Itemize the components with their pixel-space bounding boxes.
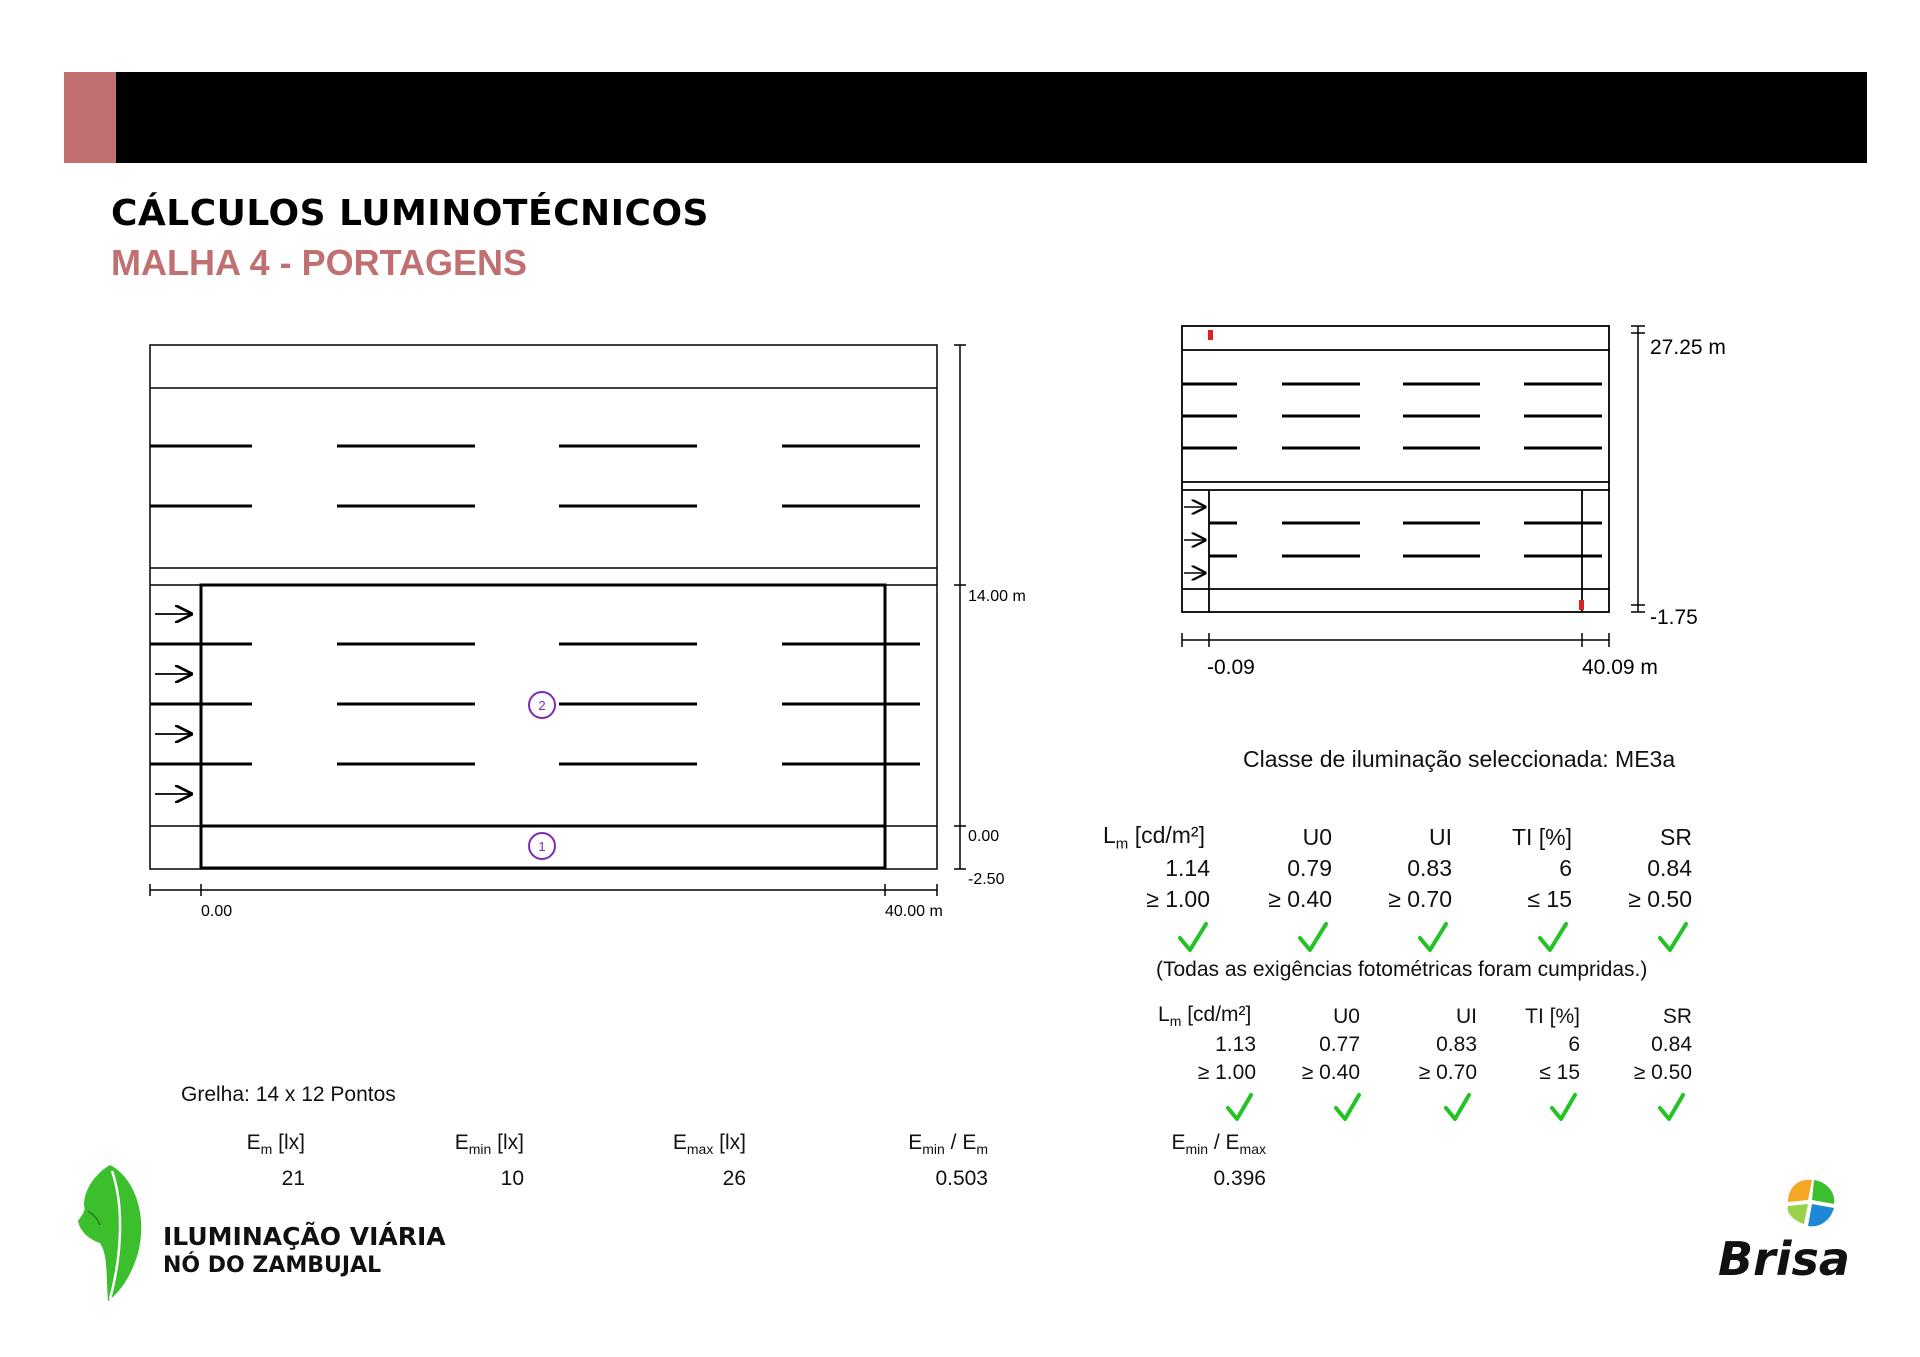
stat-emin: $E_{min}$ [lx] 10	[324, 1128, 524, 1194]
page-title: CÁLCULOS LUMINOTÉCNICOS	[111, 193, 709, 234]
checkmark-icon	[1300, 924, 1326, 950]
checkmark-icon	[1180, 924, 1206, 950]
table2-header-u0: U0	[1333, 1005, 1360, 1028]
lighting-class: Classe de iluminação seleccionada: ME3a	[1243, 746, 1676, 772]
table1-req-ti: ≤ 15	[1527, 886, 1572, 912]
table2-req-u0: ≥ 0.40	[1301, 1061, 1360, 1084]
stat-emax-value: 26	[722, 1167, 746, 1191]
left-dim-bottom: -2.50	[968, 871, 1005, 888]
right-road-plan	[1182, 326, 1726, 679]
checkmark-icon	[1660, 924, 1686, 950]
stat-emin-emax: $E_{min} / E_{max}$ 0.396	[1066, 1128, 1266, 1194]
stat-emin-em-value: 0.503	[935, 1167, 988, 1191]
checkmark-icon	[1446, 1095, 1469, 1119]
right-dim-top: 27.25 m	[1650, 336, 1726, 359]
checkmark-icon	[1660, 1095, 1683, 1119]
table2-value-u0: 0.77	[1319, 1033, 1360, 1056]
luminaire-marker	[1579, 600, 1584, 610]
checkmark-icon	[1228, 1095, 1251, 1119]
table1-value-ti: 6	[1559, 855, 1572, 881]
table1-req-lm: ≥ 1.00	[1146, 886, 1210, 912]
table2-value-lm: 1.13	[1215, 1033, 1256, 1056]
marker-1-label: 1	[538, 839, 546, 854]
checkmark-icon	[1552, 1095, 1575, 1119]
table1-header-ti: TI [%]	[1511, 824, 1572, 850]
left-dim-mid: 0.00	[968, 828, 1000, 845]
table1-req-ui: ≥ 0.70	[1388, 886, 1452, 912]
footer-line-2: NÓ DO ZAMBUJAL	[163, 1253, 382, 1278]
table2-value-ui: 0.83	[1436, 1033, 1477, 1056]
table1-header-ui: UI	[1429, 824, 1452, 850]
right-dim-bottom: -1.75	[1650, 606, 1698, 629]
table1-header-sr: SR	[1660, 824, 1692, 850]
stat-em-value: 21	[281, 1167, 305, 1191]
table2-req-lm: ≥ 1.00	[1197, 1061, 1256, 1084]
table1-header-u0: U0	[1302, 824, 1332, 850]
table1-value-sr: 0.84	[1647, 855, 1692, 881]
table2-check-row	[1220, 1090, 1690, 1126]
marker-2-label: 2	[538, 698, 546, 713]
stat-em: $E_m$ [lx] 21	[105, 1128, 305, 1194]
left-x-end: 40.00 m	[885, 903, 943, 920]
leaf-logo-icon	[72, 1155, 148, 1305]
stat-emin-em: $E_{min} / E_m$ 0.503	[788, 1128, 988, 1194]
table2-req-ti: ≤ 15	[1539, 1061, 1580, 1084]
brisa-logo-icon	[1780, 1172, 1840, 1232]
stat-emin-emax-value: 0.396	[1213, 1167, 1266, 1191]
right-x-end: 40.09 m	[1582, 656, 1658, 679]
table1-value-lm: 1.14	[1165, 855, 1210, 881]
table1-header-lm: $L_m$ [cd/m²]	[1103, 822, 1205, 853]
table1-req-sr: ≥ 0.50	[1628, 886, 1692, 912]
left-road-plan	[150, 345, 1026, 920]
right-x-start: -0.09	[1207, 656, 1255, 679]
table1-req-u0: ≥ 0.40	[1268, 886, 1332, 912]
table2-header-sr: SR	[1662, 1005, 1692, 1028]
stat-emin-value: 10	[500, 1167, 524, 1191]
table2-req-sr: ≥ 0.50	[1633, 1061, 1692, 1084]
luminaire-marker	[1208, 330, 1213, 340]
page-subtitle: MALHA 4 - PORTAGENS	[111, 242, 528, 283]
table1-value-u0: 0.79	[1287, 855, 1332, 881]
left-x-start: 0.00	[201, 903, 233, 920]
grid-label: Grelha: 14 x 12 Pontos	[181, 1083, 396, 1106]
checkmark-icon	[1420, 924, 1446, 950]
table1-check-row	[1170, 918, 1710, 958]
table2-header-ui: UI	[1456, 1005, 1477, 1028]
compliance-note: (Todas as exigências fotométricas foram cumpridas.)	[1156, 958, 1648, 981]
checkmark-icon	[1336, 1095, 1359, 1119]
brand-name: Brisa	[1718, 1232, 1850, 1286]
footer-line-1: ILUMINAÇÃO VIÁRIA	[163, 1222, 446, 1251]
table2-req-ui: ≥ 0.70	[1418, 1061, 1477, 1084]
table2-header-ti: TI [%]	[1525, 1005, 1580, 1028]
table2-header-lm: $L_m$ [cd/m²]	[1158, 1003, 1252, 1030]
stat-emax: $E_{max}$ [lx] 26	[546, 1128, 746, 1194]
table2-value-ti: 6	[1568, 1033, 1580, 1056]
table2-value-sr: 0.84	[1651, 1033, 1692, 1056]
checkmark-icon	[1540, 924, 1566, 950]
left-dim-top: 14.00 m	[968, 588, 1026, 605]
table1-value-ui: 0.83	[1407, 855, 1452, 881]
